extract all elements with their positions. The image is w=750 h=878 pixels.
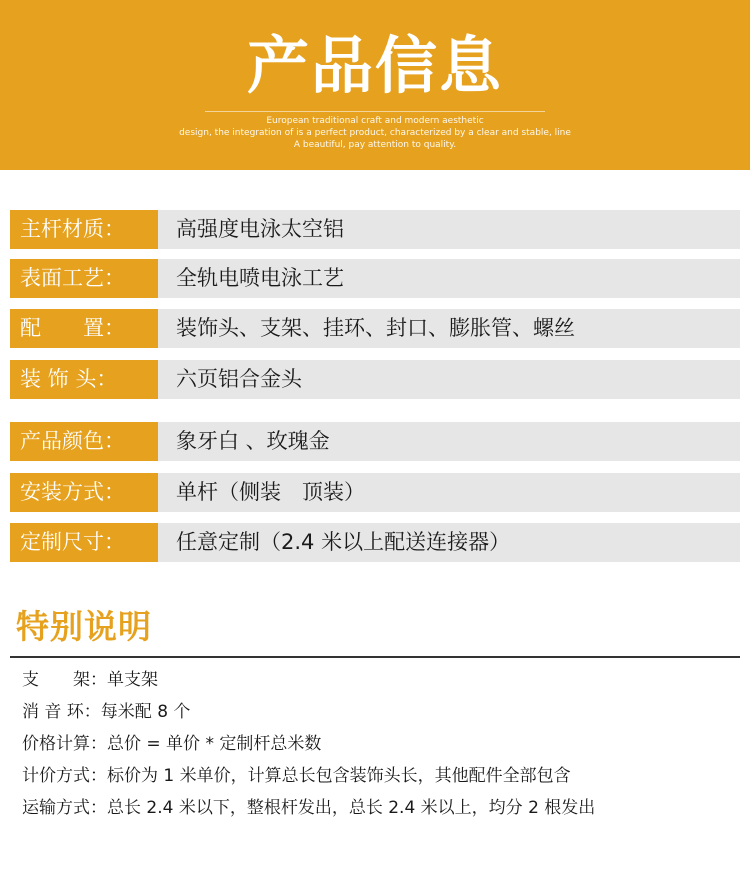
spec-row-custom-size bbox=[10, 523, 740, 562]
spec-row-finial bbox=[10, 360, 740, 399]
spec-label: 产品颜色： bbox=[10, 422, 158, 461]
note-silencer-ring: 消 音 环：每米配 8 个 bbox=[22, 702, 191, 722]
note-price-calculation: 价格计算：总价 = 单价 * 定制杆总米数 bbox=[22, 734, 322, 754]
banner-subtitle-line-3: A beautiful, pay attention to quality. bbox=[293, 140, 457, 150]
spec-label: 定制尺寸： bbox=[10, 523, 158, 562]
spec-value: 单杆（侧装 顶装） bbox=[176, 480, 365, 504]
spec-label: 主杆材质： bbox=[10, 210, 158, 249]
spec-row-installation bbox=[10, 473, 740, 512]
special-notes-title: 特别说明 bbox=[16, 607, 152, 646]
spec-value: 象牙白 、玫瑰金 bbox=[176, 429, 330, 453]
product-info-banner bbox=[0, 0, 750, 170]
spec-value: 任意定制（2.4 米以上配送连接器） bbox=[176, 530, 511, 554]
spec-value: 六页铝合金头 bbox=[176, 367, 302, 391]
spec-label: 表面工艺： bbox=[10, 259, 158, 298]
banner-title: 产品信息 bbox=[246, 29, 503, 102]
note-shipping-method: 运输方式：总长 2.4 米以下，整根杆发出，总长 2.4 米以上，均分 2 根发出 bbox=[22, 798, 596, 818]
spec-row-configuration bbox=[10, 309, 740, 348]
banner-divider bbox=[205, 111, 545, 112]
note-pricing-method: 计价方式：标价为 1 米单价，计算总长包含装饰头长，其他配件全部包含 bbox=[22, 766, 571, 786]
banner-subtitle-line-2: design, the integration of is a perfect product, characterized by a clear and stable, line bbox=[179, 128, 571, 138]
spec-row-main-rod-material bbox=[10, 210, 740, 249]
spec-label: 装 饰 头： bbox=[10, 360, 158, 399]
spec-row-surface-finish bbox=[10, 259, 740, 298]
spec-value: 全轨电喷电泳工艺 bbox=[176, 266, 344, 290]
spec-label: 配 置： bbox=[10, 309, 158, 348]
spec-value: 高强度电泳太空铝 bbox=[176, 217, 344, 241]
banner-subtitle-line-1: European traditional craft and modern aesthetic bbox=[266, 116, 484, 126]
section-divider bbox=[10, 656, 740, 658]
note-bracket: 支 架：单支架 bbox=[22, 670, 158, 690]
spec-value: 装饰头、支架、挂环、封口、膨胀管、螺丝 bbox=[176, 316, 575, 340]
spec-label: 安装方式： bbox=[10, 473, 158, 512]
spec-row-color bbox=[10, 422, 740, 461]
